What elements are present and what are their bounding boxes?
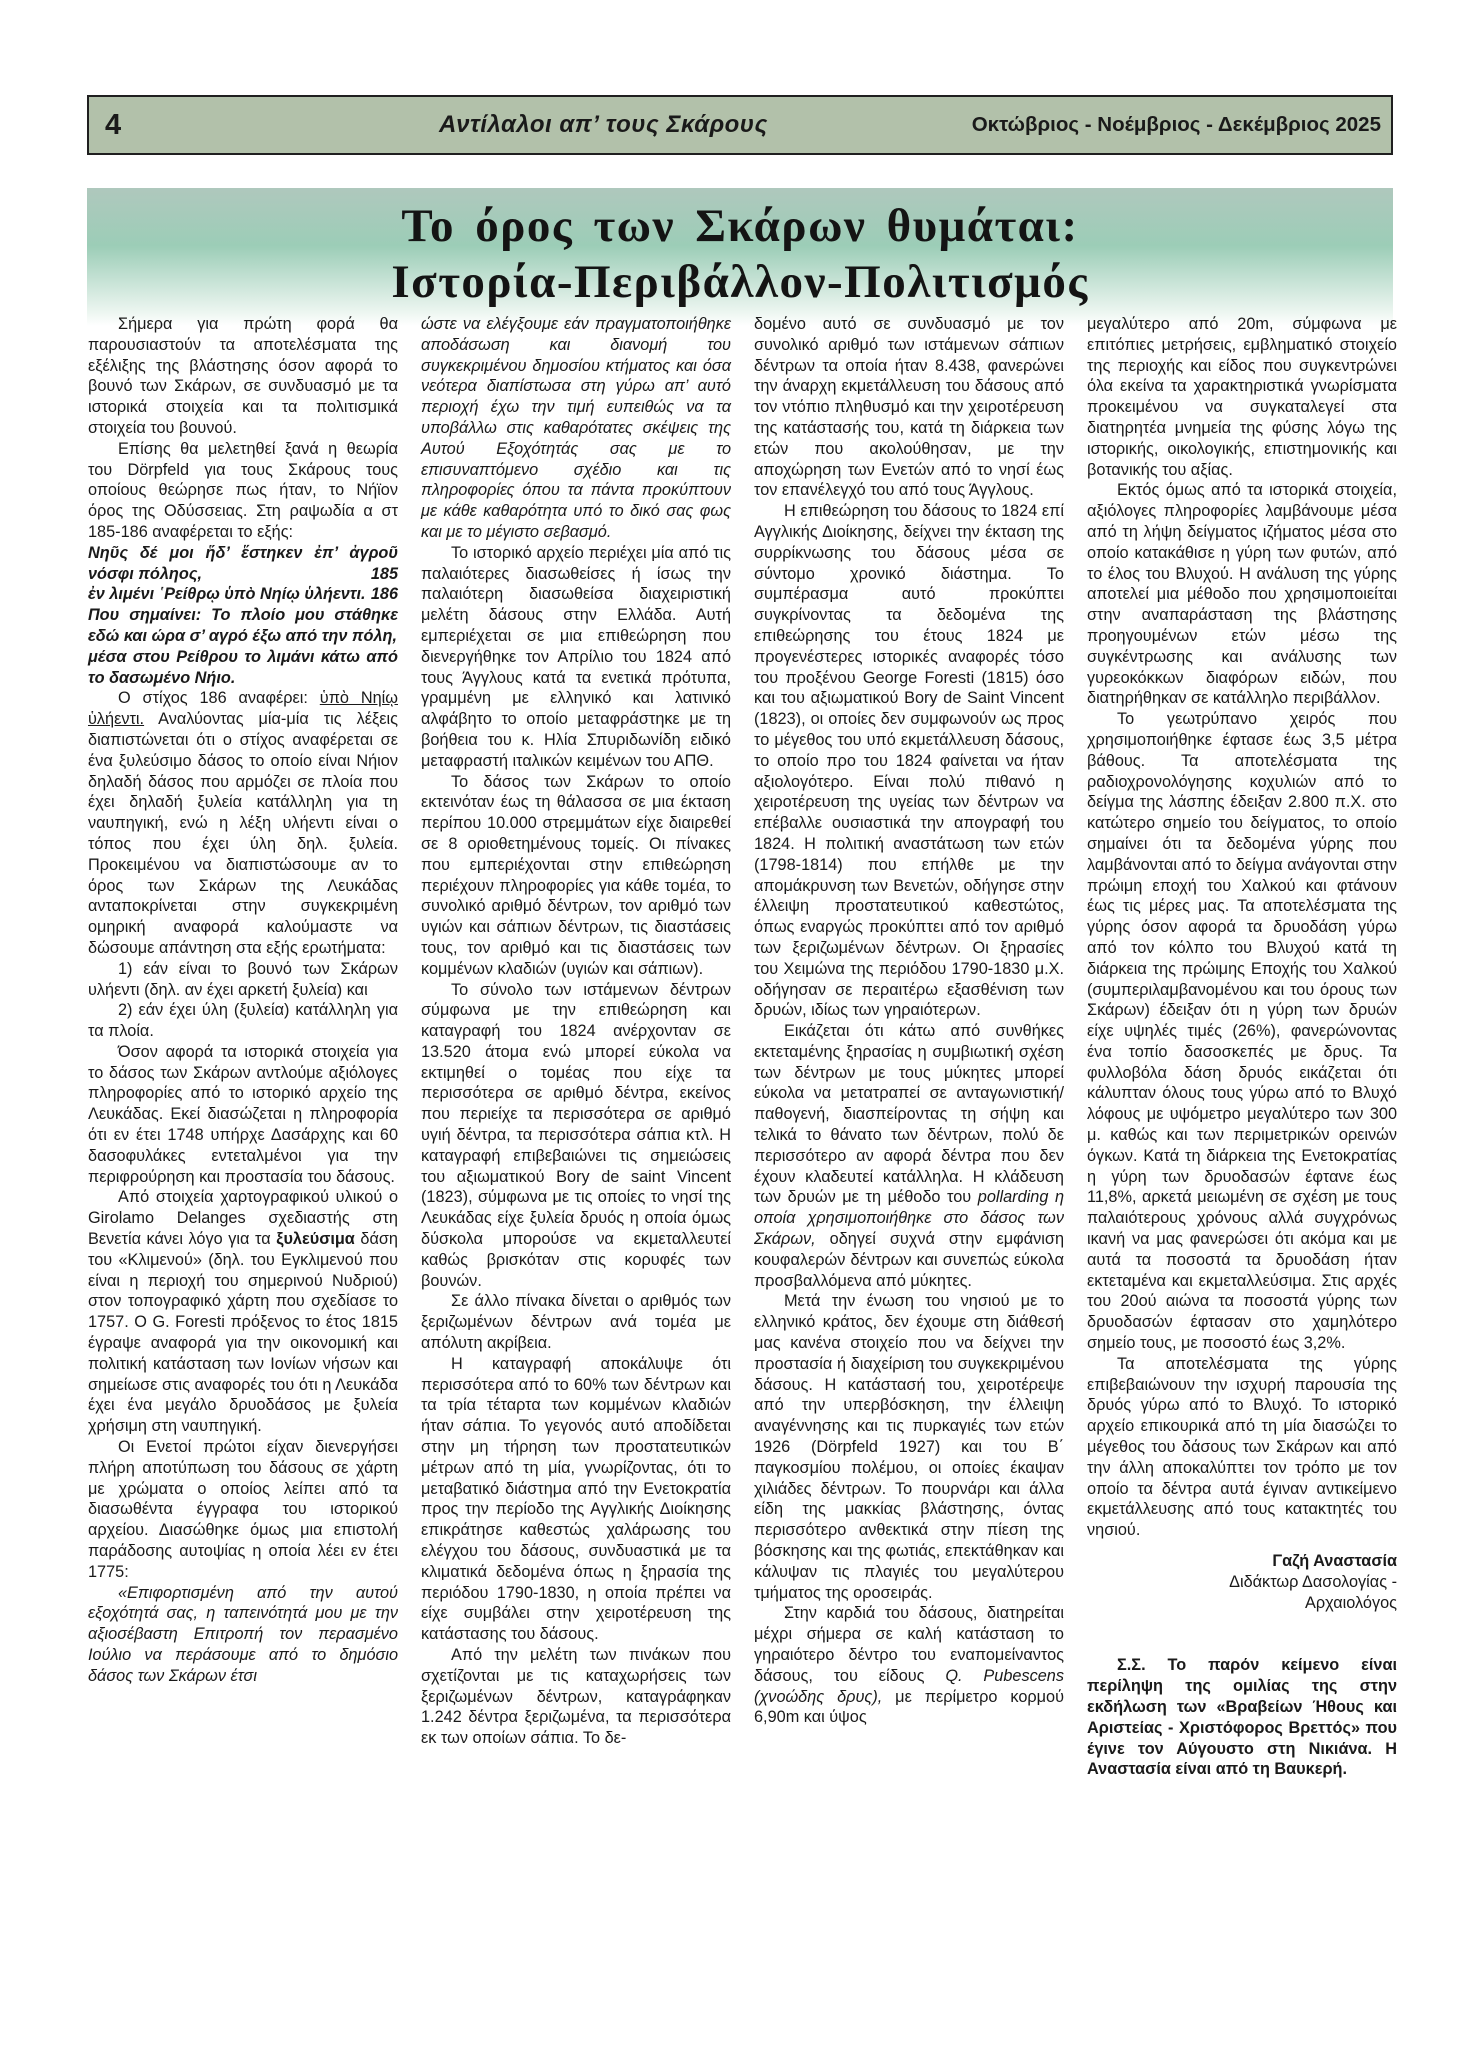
text-run: μέσα στου Ρείθρου το λιμάνι κάτω από το δασωμένο Νήιο. (88, 647, 398, 687)
article-headline (87, 188, 1393, 310)
paragraph (754, 1291, 1064, 1603)
text-run: με περίμετρο κορμού 6,90m και ύψος (754, 1687, 1064, 1727)
text-run: Αρχαιολόγος (1305, 1593, 1397, 1612)
headline-line-2: Ιστορία-Περιβάλλον-Πολιτισμός (391, 256, 1089, 308)
text-run: Σε άλλο πίνακα δίνεται ο αριθμός των ξεριζωμένων δέντρων ανά τομέα με απόλυτη ακρίβεια. (421, 1292, 731, 1353)
text-run: μεγαλύτερο από 20m, σύμφωνα με επιτόπιες μετρήσεις, εμβληματικό στοιχείο της περιοχής και είδος που συγκεντρώνει όλα εκείνα τα χαρακτηριστικά γνωρίσματα προκειμένου να συγκαταλεγεί στα διατηρητέα μνημεία της φύσης λόγω της ιστορικής, οικολογικής, επιστημονικής και βοτανικής του αξίας. (1087, 315, 1397, 479)
text-run: Από την μελέτη των πινάκων που σχετίζονται με τις καταχωρήσεις των ξεριζωμένων δέντρων, καταγράφηκαν 1.242 δέντρα ξεριζωμένα, τα περισσότερα εκ των οποίων σάπια. Το δε- (421, 1646, 731, 1748)
paragraph (754, 1603, 1064, 1728)
text-run: Εικάζεται ότι κάτω από συνθήκες εκτεταμένης ξηρασίας η συμβιωτική σχέση των δέντρων με τους μύκητες μπορεί εύκολα να μετατραπεί σε ανταγωνιστική/παθογενή, διασπείροντας τη σήψη και τελικά το θάνατο των δέντρων, πολύ δε περισσότερο αν αφορά δέντρα που δεν έχουν κλαδευτεί κατάλληλα. Η κλάδευση των δρυών με τη μέθοδο του (754, 1022, 1064, 1207)
paragraph (1087, 1551, 1397, 1572)
text-run: Όσον αφορά τα ιστορικά στοιχεία για το δάσος των Σκάρων αντλούμε αξιόλογες πληροφορίες από το ιστορικό αρχείο της Λευκάδας. Εκεί διασώζεται η πληροφορία ότι εν έτει 1748 υπήρχε Δασάρχης και 60 δασοφυλάκες εντεταλμένοι για την περιφρούρηση και προστασία του δάσους. (88, 1042, 398, 1186)
text-run: 1) εάν είναι το βουνό των Σκάρων υλήεντι (δηλ. αν έχει αρκετή ξυλεία) και (88, 959, 398, 999)
paragraph (88, 1583, 398, 1687)
text-run: Τα αποτελέσματα της γύρης επιβεβαιώνουν την ισχυρή παρουσία της δρυός γύρω από το Βλυχό. Το ιστορικό αρχείο επικουρικά από τη μία διασώζει το μέγεθος του δάσους των Σκάρων και από την άλλη αποκαλύπτει τον τρόπο με τον οποίο τα δέντρα αυτά έγιναν αντικείμενο εκμετάλλευσης από τους κατακτητές του νησιού. (1087, 1354, 1397, 1540)
text-run: ώστε να ελέγξουμε εάν πραγματοποιήθηκε αποδάσωση και διανομή του συγκεκριμένου δημοσίου κτήματος και όσα νεότερα διαπίστωσα στη γύρω απ’ αυτό περιοχή έχω την τιμή ευπειθώς να τα υποβάλλω στις καθαρότατες σκέψεις της Αυτού Εξοχότητάς σας με το επισυναπτόμενο σχέδιο και τις πληροφορίες όπου τα πάντα προκύπτουν με κάθε καθαρότητα υπό το δικό σας φως και με το μέγιστο σεβασμό. (421, 315, 731, 541)
article-column-2 (421, 314, 731, 1749)
paragraph (88, 543, 398, 585)
paragraph (1087, 1593, 1397, 1614)
paragraph (1087, 480, 1397, 709)
headline-line-1: Το όρος των Σκάρων θυμάται: (401, 200, 1079, 252)
text-run: δάση του «Κλιμενού» (δηλ. του Εγκλιμενού που είναι η περιοχή του σημερινού Νυδριού) στον τοπογραφικό χάρτη που σχεδίασε το 1757. Ο G. Foresti πρόξενος το έτος 1815 έγραψε αναφορά για την οικονομική και πολιτική κατάσταση των Ιονίων νήσων και σημείωσε στις αναφορές του ότι η Λευκάδα έχει ένα μεγάλο δρυοδάσος με ξυλεία χρήσιμη στη ναυπηγική. (88, 1230, 398, 1436)
text-run: Επίσης θα μελετηθεί ξανά η θεωρία του Dörpfeld για τους Σκάρους τους οποίους θεώρησε πως ήταν, το Νήϊον όρος της Οδύσσειας. Στη ραψωδία α στ 185-186 αναφέρεται το εξής: (88, 439, 398, 541)
paragraph (1087, 1354, 1397, 1541)
text-run: ξυλεύσιμα (276, 1230, 355, 1249)
article-column-1 (88, 314, 398, 1687)
paragraph (1087, 1613, 1397, 1655)
paragraph (88, 439, 398, 543)
paragraph (421, 1645, 731, 1749)
paragraph (88, 1042, 398, 1188)
text-run: Διδάκτωρ Δασολογίας - (1229, 1572, 1397, 1591)
text-run: Οι Ενετοί πρώτοι είχαν διενεργήσει πλήρη αποτύπωση του δάσους σε χάρτη με χρώματα ο οποίος λείπει από τα διασωθέντα έγγραφα του ιστορικού αρχείου. Διασώθηκε όμως μια επιστολή παράδοσης αυτοψίας η οποία λέει εν έτει 1775: (88, 1438, 398, 1581)
paragraph (421, 980, 731, 1292)
paragraph (88, 314, 398, 439)
paragraph (421, 1354, 731, 1645)
text-run: Αναλύοντας μία-μία τις λέξεις διαπιστώνεται ότι ο στίχος αναφέρεται σε ένα ξυλεύσιμο δάσος το οποίο είναι Νήιον δηλαδή δάσος που αρμόζει σε πλοία που έχει δηλαδή ξυλεία κατάλληλη για τη ναυπηγική, ενώ η λέξη υλήεντι είναι ο τόπος που έχει ύλη δηλ. ξυλεία. Προκειμένου να διαπιστώσουμε αν το όρος των Σκάρων της Λευκάδας ανταποκρίνεται στην συγκεκριμένη ομηρική αναφορά καλούμαστε να δώσουμε απάντηση στα εξής ερωτήματα: (88, 710, 398, 957)
paragraph (88, 584, 398, 605)
paragraph (1087, 314, 1397, 480)
text-run: Σ.Σ. Το παρόν κείμενο είναι περίληψη της ομιλίας της στην εκδήλωση των «Βραβείων Ήθους και Αριστείας - Χριστόφορος Βρεττός» που έγινε τον Αύγουστο στη Νικιάνα. Η Αναστασία είναι από τη Βαυκερή. (1087, 1656, 1397, 1779)
paragraph (1087, 709, 1397, 1354)
text-run: Η επιθεώρηση του δάσους το 1824 επί Αγγλικής Διοίκησης, δείχνει την έκταση της συρρίκνωσης του δάσους μέσα σε σύντομο χρονικό διάστημα. Το συμπέρασμα αυτό προκύπτει συγκρίνοντας τα δεδομένα της επιθεώρησης του έτους 1824 με προγενέστερες ιστορικές αναφορές τόσο του προξένου George Foresti (1815) όσο και του αξιωματικού Bory de Saint Vincent (1823), οι οποίες δεν συμφωνούν ως προς το μέγεθος του υπό εκμετάλλευση δάσους, το οποίο προ του 1824 φαίνεται να ήταν αξιολογότερο. Είναι πολύ πιθανό η χειροτέρευση της υγείας των δέντρων να επέβαλλε ουσιαστικά την απογραφή του 1824. Η πολιτική αναστάτωση των ετών (1798-1814) που επήλθε με την απομάκρυνση των Βενετών, οδήγησε στην έλλειψη προστατευτικού καθεστώτος, όπως εναργώς προκύπτει από τον αριθμό των ξεριζωμένων δέντρων. Οι ξηρασίες του Χειμώνα της περιόδου 1790-1830 μ.Χ. οδήγησαν σε περαιτέρω εξασθένιση των δρυών, ιδίως των γηραιότερων. (754, 502, 1064, 1020)
text-run: Γαζή Αναστασία (1272, 1552, 1397, 1571)
verse-number: 186 (370, 585, 398, 604)
text-run: Από στοιχεία χαρτογραφικού υλικού ο Girolamo Delanges σχεδιαστής στη Βενετία κάνει λόγο για τα (88, 1188, 398, 1249)
text-run: Το γεωτρύπανο χειρός που χρησιμοποιήθηκε έφτασε έως 3,5 μέτρα βάθους. Τα αποτελέσματα της ραδιοχρονολόγησης κοχυλιών από το δείγμα της λάσπης έδειξαν 2.800 π.Χ. στο κατώτερο σημείο του δείγματος, το οποίο σημαίνει ότι τα δεδομένα γύρης που λαμβάνονται από το δείγμα ανάγονται στην πρώιμη εποχή του Χαλκού και φτάνουν έως τις μέρες μας. Τα αποτελέσματα της γύρης όσον αφορά τα δρυοδάση γύρω από τον κόλπο του Βλυχού κατά τη διάρκεια της πρώιμης Εποχής του Χαλκού (συμπεριλαμβανομένου και του όρους των Σκάρων) έδειξαν ότι η γύρη των δρυών είχε υψηλές τιμές (26%), φανερώνοντας ένα τοπίο δασοσκεπές με δρυς. Τα φυλλοβόλα δάση δρυός εικάζεται ότι κάλυπταν όλους τους γύρω από το Βλυχό λόφους με υψόμετρο μεγαλύτερο των 300 μ. καθώς και των περιμετρικών ορεινών όγκων. Κατά τη διάρκεια της Ενετοκρατίας η γύρη των δρυοδασών έφτανε έως 11,8%, αρκετά μειωμένη σε σχέση με τους παλαιότερους χρόνους αλλά συγχρόνως ικανή να μας φανερώσει ότι ακόμα και με αυτά τα ποσοστά τα δρυοδάση ήταν εκτεταμένα και εκμεταλλεύσιμα. Στις αρχές του 20ού αιώνα τα ποσοστά γύρης των δρυοδασών έφτασαν στο χαμηλότερο σημείο τους, με ποσοστό έως 3,2%. (1087, 710, 1397, 1353)
page-header-bar (87, 95, 1393, 155)
paragraph (88, 1437, 398, 1583)
paragraph (88, 647, 398, 689)
text-run: Εκτός όμως από τα ιστορικά στοιχεία, αξιόλογες πληροφορίες λαμβάνουμε μέσα από τη λήψη δείγματος ιζήματος μέσα στο οποίο κατακάθισε η γύρη των φυτών, από το έλος του Βλυχού. Η ανάλυση της γύρης αποτελεί μια μέθοδο που χρησιμοποιείται στην αναπαράσταση της βλάστησης προηγουμένων ετών μέσω της συγκέντρωσης και ανάλυσης των γυρεοκόκκων διαφόρων ειδών, που διατηρήθηκαν σε κατάλληλο περιβάλλον. (1087, 481, 1397, 708)
paragraph (754, 501, 1064, 1021)
text-run: Q. Pubescens (χνοώδης δρυς), (754, 1666, 1064, 1706)
paragraph (421, 1291, 731, 1353)
paragraph (88, 688, 398, 958)
text-run: Το δάσος των Σκάρων το οποίο εκτεινόταν έως τη θάλασσα σε μια έκταση περίπου 10.000 στρεμμάτων είχε διαιρεθεί σε 8 οριοθετημένους τομείς. Οι πίνακες που εμπεριέχονται στην επιθεώρηση περιέχουν πληροφορίες για κάθε τομέα, το συνολικό αριθμό δέντρων, τον αριθμό των υγιών και σάπιων δέντρων, τις διαστάσεις τους, τον αριθμό και τις διαστάσεις των κομμένων κλαδιών (υγιών και σάπιων). (421, 772, 731, 978)
paragraph (421, 543, 731, 772)
text-run: δομένο αυτό σε συνδυασμό με τον συνολικό αριθμό των ιστάμενων σάπιων δέντρων τα οποία ήταν 8.438, φανερώνει την άναρχη εκμετάλλευση του δάσους από τον ντόπιο πληθυσμό και την χειροτέρευση της κατάστασής του, κατά τη διάρκεια των ετών που ακολούθησαν, με την αποχώρηση των Ενετών από το νησί έως τον επανέλεγχό του από τους Άγγλους. (754, 315, 1064, 500)
text-run: ὑπὸ Νηίῳ ὑλήεντι. (88, 689, 398, 729)
text-run: Σήμερα για πρώτη φορά θα παρουσιαστούν τα αποτελέσματα της εξέλιξης της βλάστησης όσον αφορά το βουνό των Σκάρων, σε συνδυασμό με τα ιστορικά στοιχεία και τα πολιτισμικά στοιχεία του βουνού. (88, 315, 398, 437)
article-column-4 (1087, 314, 1397, 1780)
text-run: pollarding η οποία χρησιμοποιήθηκε στο δάσος των Σκάρων, (754, 1188, 1064, 1249)
paragraph (421, 314, 731, 543)
paragraph (1087, 1655, 1397, 1780)
paragraph (754, 314, 1064, 501)
paragraph (421, 772, 731, 980)
paragraph (1087, 1541, 1397, 1551)
masthead-title: Αντίλαλοι απ’ τους Σκάρους (438, 111, 768, 138)
text-run: 2) εάν έχει ύλη (ξυλεία) κατάλληλη για τα πλοία. (88, 1001, 398, 1041)
text-run: Η καταγραφή αποκάλυψε ότι περισσότερα από το 60% των δέντρων και τα τρία τέταρτα των κομμένων κλαδιών ήταν σάπια. Το γεγονός αυτό αποδίδεται στην μη τήρηση των προστατευτικών μέτρων από τη μία, γνωρίζοντας, ότι το μεταβατικό διάστημα από την Ενετοκρατία προς την περίοδο της Αγγλικής Διοίκησης επικράτησε καθεστώς χαλάρωσης του ελέγχου του δάσους, συνδυαστικά με τα κλιματικά δεδομένα όπως η ξηρασία της περιόδου 1790-1830, η οποία πρέπει να είχε συμβάλει στην χειροτέρευση της κατάστασης του δάσους. (421, 1354, 731, 1644)
issue-date: Οκτώβριος - Νοέμβριος - Δεκέμβριος 2025 (971, 113, 1381, 136)
paragraph (88, 605, 398, 647)
page-number: 4 (105, 108, 122, 141)
text-run: Στην καρδιά του δάσους, διατηρείται μέχρι σήμερα σε καλή κατάσταση το γηραιότερο δέντρο του εναπομείναντος δάσους, του είδους (754, 1604, 1064, 1685)
text-run: ἐν λιμένι ῾Ρείθρῳ ὑπὸ Νηίῳ ὑλήεντι. (88, 585, 366, 604)
paragraph (754, 1021, 1064, 1291)
article-body (88, 314, 1396, 1780)
headline-banner (87, 188, 1393, 326)
paragraph (88, 959, 398, 1001)
text-run: Μετά την ένωση του νησιού με το ελληνικό κράτος, δεν έχουμε στη διάθεσή μας κανένα στοιχείο που να δείχνει την προστασία ή διαχείριση του συγκεκριμένου δάσους. Η κατάστασή του, χειροτέρεψε από την υπερβόσκηση, την έλλειψη αναγέννησης και τις πυρκαγιές των ετών 1926 (Dörpfeld 1927) και του Β΄ παγκοσμίου πολέμου, οι οποίες έκαψαν χιλιάδες δέντρων. Το πουρνάρι και άλλα είδη της μακκίας βλάστησης, όντας περισσότερο ανθεκτικά στην πίεση της βόσκησης και της φωτιάς, επεκτάθηκαν και κάλυψαν τις πλαγιές του μεγαλύτερου τμήματος της οροσειράς. (754, 1292, 1064, 1602)
text-run: Που σημαίνει: Το πλοίο μου στάθηκε εδώ και ώρα σ’ αγρό έξω από την πόλη, (88, 606, 398, 645)
paragraph (1087, 1572, 1397, 1593)
paragraph (88, 1187, 398, 1437)
paragraph (88, 1000, 398, 1042)
article-column-3 (754, 314, 1064, 1728)
text-run: Νηῦς δέ μοι ἥδ’ ἕστηκεν ἐπ’ ἀγροῦ νόσφι πόληος, (88, 543, 398, 583)
verse-number: 185 (370, 564, 398, 583)
text-run: Το σύνολο των ιστάμενων δέντρων σύμφωνα με την επιθεώρηση και καταγραφή του 1824 ανέρχονταν σε 13.520 άτομα ενώ μπορεί εύκολα να εκτιμηθεί ο τομέας που είχε τα περισσότερα σε αριθμό δέντρα, εκείνος που περιείχε τα περισσότερα σε αριθμό υγιή δέντρα, τα περισσότερα σάπια κτλ. Η καταγραφή επιβεβαιώνει τις σημειώσεις του αξιωματικού Bory de saint Vincent (1823), σύμφωνα με τις οποίες το νησί της Λευκάδας είχε ξυλεία δρυός η οποία όμως δύσκολα μπορούσε να εκμεταλλευτεί καθώς βρισκόταν στις κορυφές των βουνών. (421, 980, 731, 1290)
text-run: οδηγεί συχνά στην εμφάνιση κουφαλερών δέντρων και συνεπώς εύκολα προσβαλλόμενα από μύκητες. (754, 1230, 1064, 1290)
text-run: Το ιστορικό αρχείο περιέχει μία από τις παλαιότερες διασωθείσες ή ίσως την παλαιότερη διασωθείσα διαχειριστική μελέτη δάσους στην Ελλάδα. Αυτή εμπεριέχεται σε μια επιθεώρηση που διενεργήθηκε τον Απρίλιο του 1824 από τους Άγγλους κατά τα ενετικά πρότυπα, γραμμένη με ελληνικό και λατινικό αλφάβητο το οποίο μεταφράστηκε με τη βοήθεια του κ. Ηλία Σπυριδωνίδη ειδικό μεταφραστή ιταλικών κειμένων του ΑΠΘ. (421, 543, 731, 770)
text-run: Ο στίχος 186 αναφέρει: (118, 689, 320, 708)
text-run: «Επιφορτισμένη από την αυτού εξοχότητά σας, η ταπεινότητά μου με την αξιοσέβαστη Επιτροπή τον περασμένο Ιούλιο να περάσουμε από το δημόσιο δάσος των Σκάρων έτσι (88, 1583, 398, 1685)
